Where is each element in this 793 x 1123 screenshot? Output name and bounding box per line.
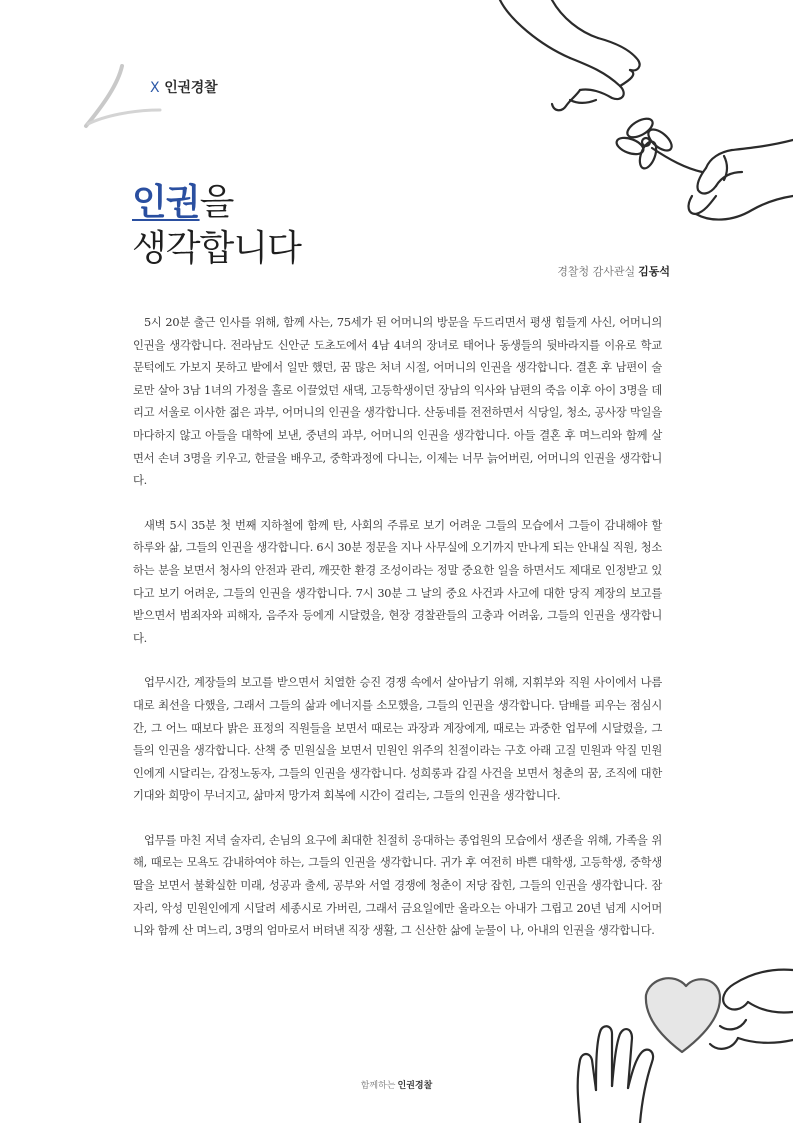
byline-affiliation: 경찰청 감사관실 bbox=[557, 265, 636, 278]
byline-author: 김동석 bbox=[638, 265, 670, 278]
article-paragraph: 업무를 마친 저녁 술자리, 손님의 요구에 최대한 친절히 응대하는 종업원의 모습에서 생존을 위해, 가족을 위해, 때로는 모욕도 감내하여야 하는, 그들의 인권을 생각합니다. 귀가 후 여전히 바쁜 대학생, 고등학생, 중학생 딸을 보면서 불확실한 미래, 성공과 출세, 공부와 서열 경쟁에 청춘이 저당 잡힌, 그들의 인권을 생각합니다. 잠자리, 악성 민원인에게 시달려 세종시로 가버린, 그래서 금요일에만 올라오는 아내가 그립고 20년 넘게 시어머니와 함께 산 며느리, 3명의 엄마로서 버텨낸 직장 생활, 그 신산한 삶에 눈물이 나, 아내의 인권을 생각합니다. bbox=[133, 833, 662, 938]
article-paragraph: 새벽 5시 35분 첫 번째 지하철에 함께 탄, 사회의 주류로 보기 어려운 그들의 모습에서 그들이 감내해야 할 하루와 삶, 그들의 인권을 생각합니다. 6시 30분 정문을 지나 사무실에 오기까지 만나게 되는 안내실 직원, 청소하는 분을 보면서 청사의 안전과 관리, 깨끗한 환경 조성이라는 정말 중요한 일을 하면서도 제대로 인정받고 있다고 보기 어려운, 그들의 인권을 생각합니다. 7시 30분 그 날의 중요 사건과 사고에 대한 당직 계장의 보고를 받으면서 범죄자와 피해자, 음주자 등에게 시달렸을, 현장 경찰관들의 고충과 어려움, 그들의 인권을 생각합니다. bbox=[133, 518, 662, 645]
brush-swoosh-decoration bbox=[82, 64, 162, 134]
section-name: 인권경찰 bbox=[164, 80, 218, 96]
article-paragraph: 업무시간, 계장들의 보고를 받으면서 치열한 승진 경쟁 속에서 살아남기 위해, 지휘부와 직원 사이에서 나름대로 최선을 다했을, 그래서 그들의 삶과 에너지를 소모했을, 그들의 인권을 생각합니다. 담배를 피우는 점심시간, 그 어느 때보다 밝은 표정의 직원들을 보면서 때로는 과장과 계장에게, 때로는 과중한 업무에 시달렸을, 그들의 인권을 생각합니다. 산책 중 민원실을 보면서 민원인 위주의 친절이라는 구호 아래 고질 민원과 악질 민원인에게 시달리는, 감정노동자, 그들의 인권을 생각합니다. 성희롱과 갑질 사건을 보면서 청춘의 꿈, 조직에 대한 기대와 희망이 무너지고, 삶마저 망가져 회복에 시간이 걸리는, 그들의 인권을 생각합니다. bbox=[133, 676, 662, 803]
article-title bbox=[132, 180, 301, 272]
footer-prefix: 함께하는 bbox=[360, 1081, 396, 1091]
section-tag bbox=[150, 77, 217, 97]
section-mark: X bbox=[150, 80, 160, 96]
page-footer bbox=[0, 1078, 793, 1091]
title-line2: 생각합니다 bbox=[132, 228, 301, 269]
byline bbox=[557, 263, 670, 279]
hand-flower-illustration bbox=[470, 0, 793, 225]
article-paragraph: 5시 20분 출근 인사를 위해, 함께 사는, 75세가 된 어머니의 방문을 두드리면서 평생 힘들게 사신, 어머니의 인권을 생각합니다. 전라남도 신안군 도초도에서 4남 4녀의 장녀로 태어나 동생들의 뒷바라지를 이유로 학교 문턱에도 가보지 못하고 밭에서 일만 했던, 꿈 많은 처녀 시절, 어머니의 인권을 생각합니다. 결혼 후 남편이 술로만 살아 3남 1녀의 가정을 홀로 이끌었던 새댁, 고등학생이던 장남의 익사와 남편의 죽음 이후 아이 3명을 데리고 서울로 이사한 젊은 과부, 어머니의 인권을 생각합니다. 산동네를 전전하면서 식당일, 청소, 공사장 막일을 마다하지 않고 아들을 대학에 보낸, 중년의 과부, 어머니의 인권을 생각합니다. 아들 결혼 후 며느리와 함께 살면서 손녀 3명을 키우고, 한글을 배우고, 중학과정에 다니는, 이제는 너무 늙어버린, 어머니의 인권을 생각합니다. bbox=[133, 316, 662, 488]
title-accent: 인권 bbox=[132, 182, 200, 223]
footer-name: 인권경찰 bbox=[397, 1081, 433, 1091]
article-body bbox=[133, 312, 662, 965]
hands-heart-illustration bbox=[570, 940, 793, 1123]
title-rest: 을 bbox=[199, 182, 234, 223]
